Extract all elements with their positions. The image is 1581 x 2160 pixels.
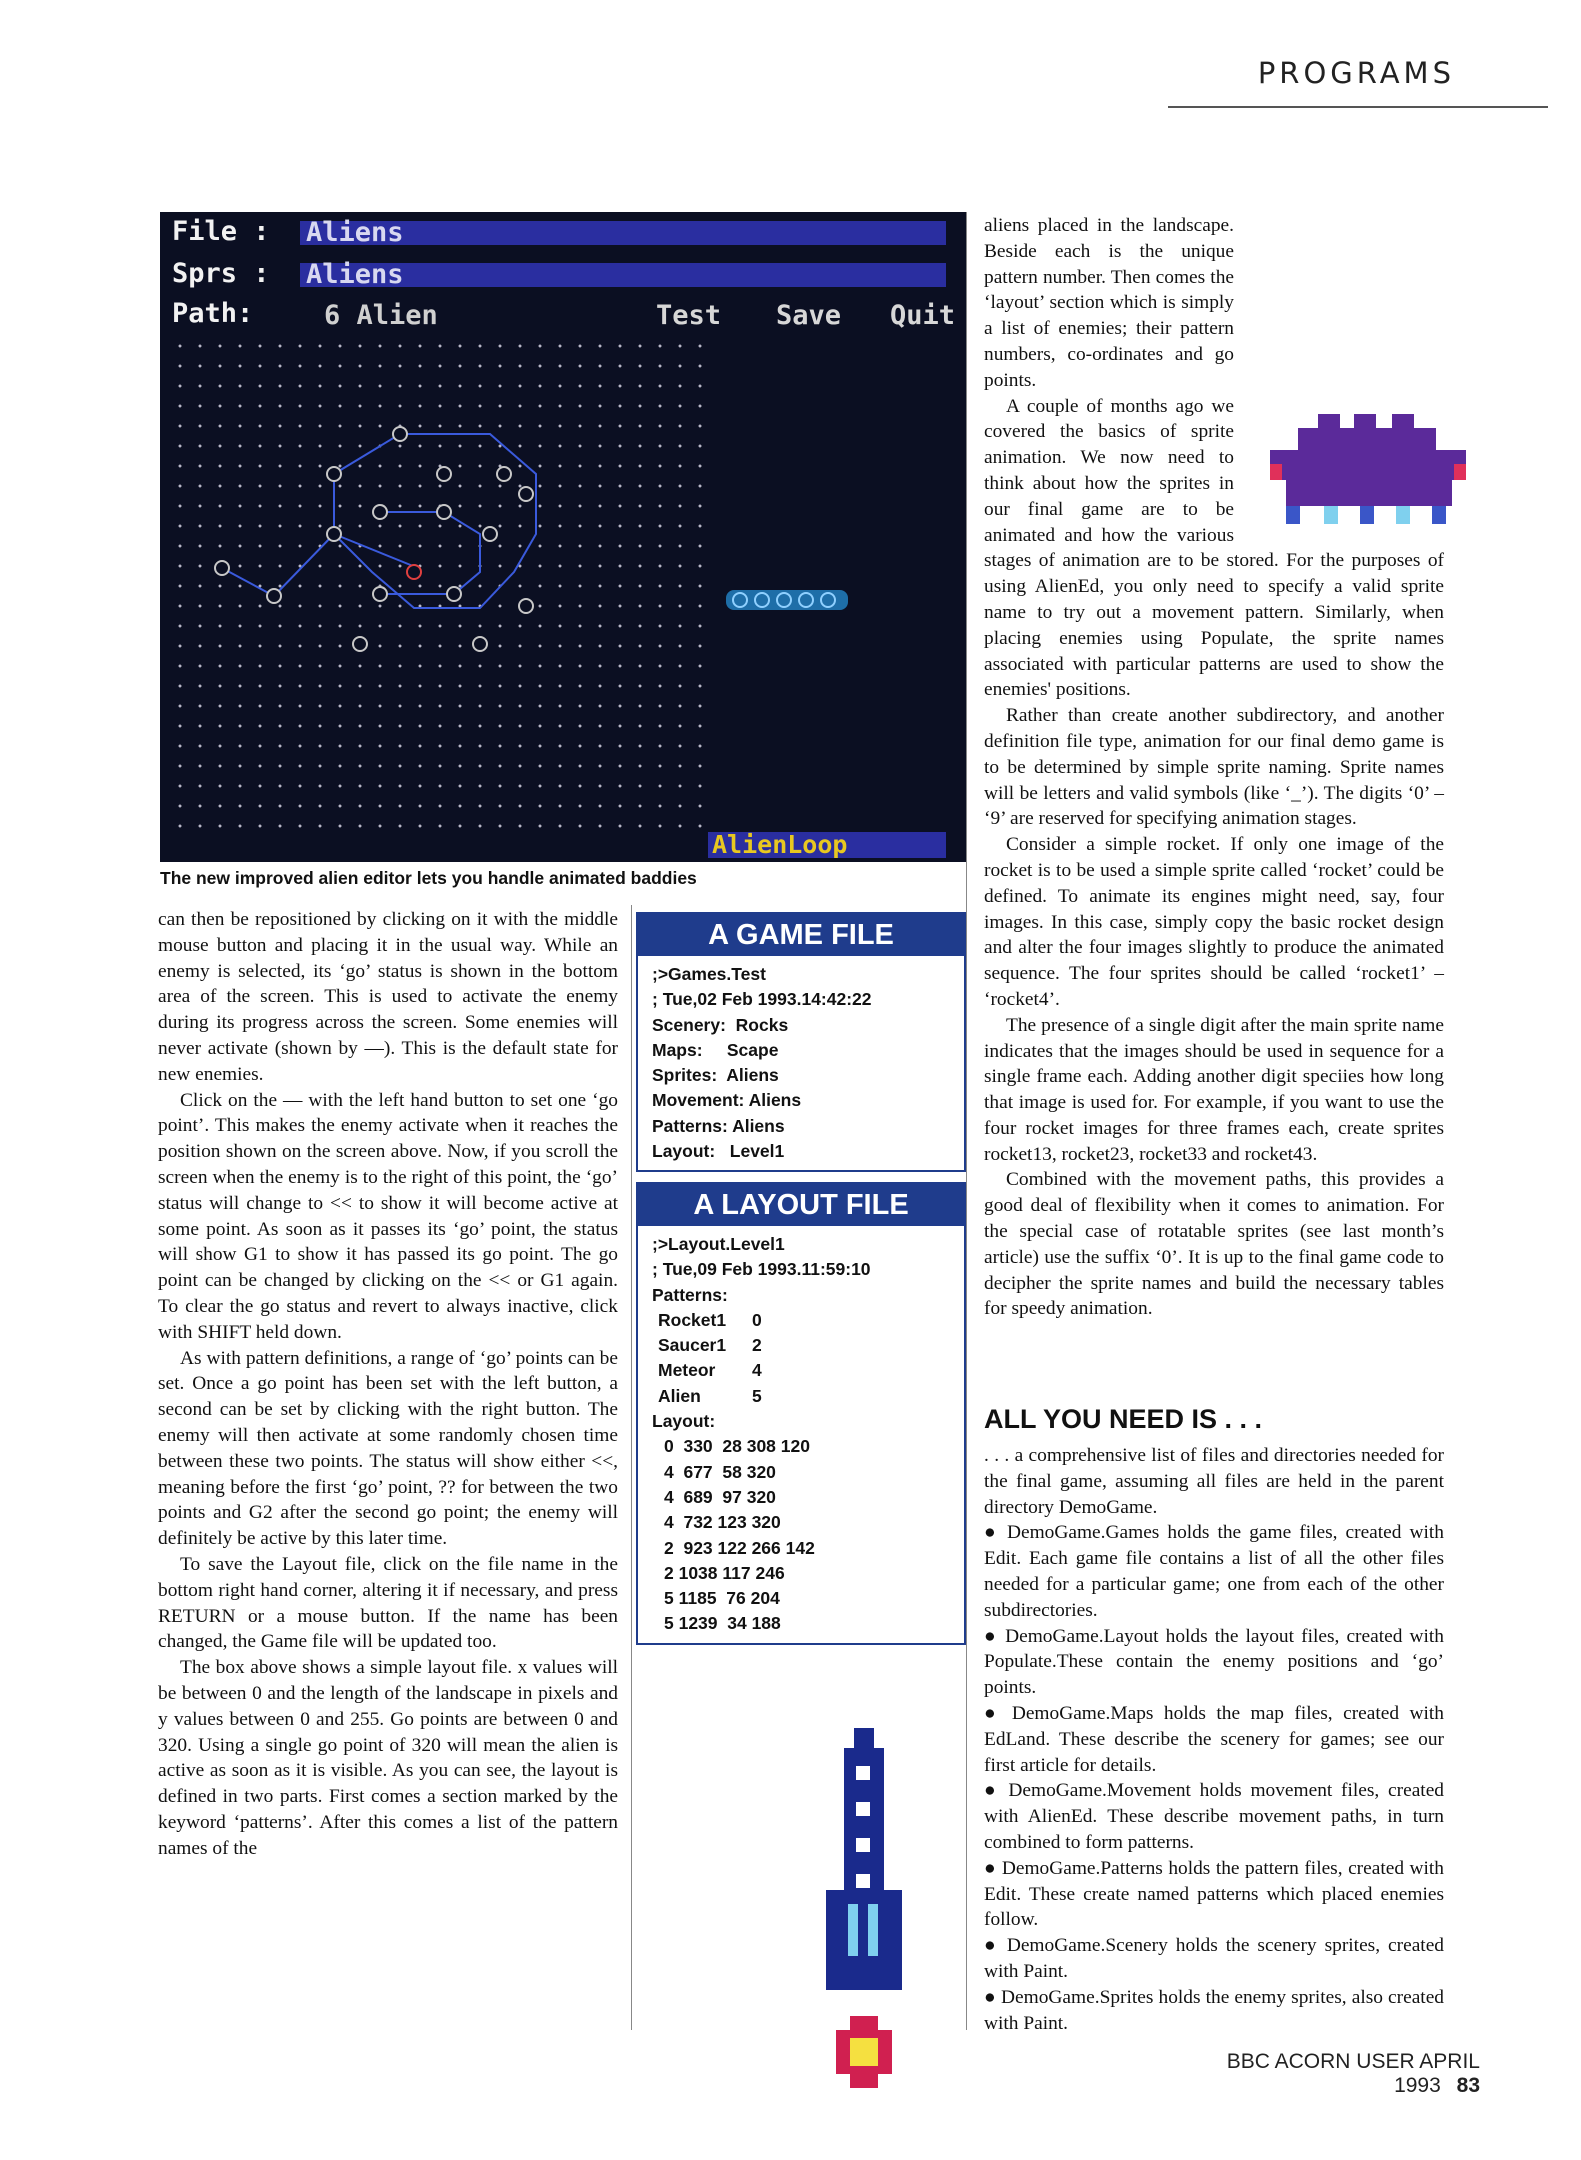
list-item-text: DemoGame.Patterns holds the pattern files, created with Edit. These create named patterns which placed enemies follow. <box>984 1857 1444 1931</box>
alien-invader-sprite <box>1270 414 1485 544</box>
alien-sprite-preview <box>726 590 848 610</box>
paragraph: The presence of a single digit after the main sprite name indicates that the images should be used in sequence for a single frame each. Adding another digit speciies how long that image is used for. For example, if you want to use the four rocket images for three frames each, create sprites rocket13, rocket23, rocket33 and rocket43. <box>984 1014 1444 1165</box>
pattern-row <box>652 1333 950 1358</box>
layout-row: 4 677 58 320 <box>664 1461 776 1482</box>
list-item: ● DemoGame.Scenery holds the scenery sprites, created with Paint. <box>984 1935 1445 1982</box>
game-file-box-title: A GAME FILE <box>638 914 964 956</box>
menu-quit: Quit <box>890 300 956 331</box>
layout-file-line: Patterns: <box>652 1284 728 1305</box>
alien-editor-screenshot <box>160 212 967 862</box>
list-item-text: DemoGame.Scenery holds the scenery sprites, created with Paint. <box>984 1935 1445 1982</box>
paragraph: aliens placed in the landscape. Beside each is the unique pattern number. Then comes the ‘layout’ section which is simply a list of enemies; their pattern numbers, co-ordinates and go points. <box>984 215 1234 391</box>
paragraph: The box above shows a simple layout file. x values will be between 0 and the length of the landscape in pixels and y values between 0 and 255. Go points are between 0 and 320. Using a single go point of 320 will mean the alien is active as soon as it is visible. As you can see, the layout is defined in two parts. First comes a section marked by the keyword ‘patterns’. After this comes a list of the pattern names of the <box>158 1657 618 1859</box>
file-field: Aliens <box>300 221 946 245</box>
layout-file-line: ;>Layout.Level1 <box>652 1234 785 1254</box>
list-item-text: DemoGame.Maps holds the map files, created with EdLand. These describe the scenery for games; see our first article for details. <box>984 1702 1445 1776</box>
list-item-text: DemoGame.Sprites holds the enemy sprites, also created with Paint. <box>984 1986 1444 2034</box>
game-file-line: Maps: Scape <box>652 1039 779 1060</box>
figure-caption: The new improved alien editor lets you handle animated baddies <box>160 868 697 888</box>
game-file-line: ;>Games.Test <box>652 964 766 984</box>
list-item: ● DemoGame.Games holds the game files, created with Edit. Each game file contains a list of all the other files needed for a particular game; one from each of the other subdirectories. <box>984 1522 1445 1621</box>
left-tail-path <box>222 534 334 596</box>
pattern-name: Rocket1 <box>658 1309 727 1330</box>
pattern-name: Meteor <box>658 1360 716 1381</box>
path-label: Path: <box>172 298 254 329</box>
list-item-text: DemoGame.Movement holds movement files, created with AlienEd. These describe movement paths, in turn combined to form patterns. <box>984 1780 1444 1853</box>
list-item: ● DemoGame.Layout holds the layout files, created with Populate.These contain the enemy positions and ‘go’ points. <box>984 1625 1444 1699</box>
game-file-line: Scenery: Rocks <box>652 1014 789 1035</box>
all-you-need-intro: . . . a comprehensive list of files and directories needed for the final game, assuming all files are held in the parent directory DemoGame. <box>984 1445 1444 1518</box>
page-number: 83 <box>1456 2074 1480 2097</box>
path-lines <box>222 434 536 608</box>
menu-test: Test <box>656 300 722 331</box>
game-file-line: ; Tue,02 Feb 1993.14:42:22 <box>652 989 872 1010</box>
header-rule <box>1168 106 1548 108</box>
publication-name: BBC ACORN USER APRIL 1993 <box>1226 2050 1480 2097</box>
movement-path-diagram <box>160 212 967 862</box>
pattern-number: 4 <box>752 1360 762 1381</box>
layout-file-box <box>636 1182 966 1645</box>
paragraph: To save the Layout file, click on the file name in the bottom right hand corner, altering it if necessary, and press RETURN or a mouse button. If the name has been changed, the Game file will be updated too. <box>158 1553 618 1653</box>
file-label: File : <box>172 216 270 247</box>
all-you-need-heading: ALL YOU NEED IS . . . <box>984 1404 1263 1434</box>
paragraph: As with pattern definitions, a range of ‘go’ points can be set. Once a go point has been set with the left button, a second can be set by clicking with the right button. The enemy will then activate at some randomly chosen time between these two points. The status will show either <<, meaning before the first ‘go’ point, ?? for between the two points and G2 after the second go point; the enemy will definitely be active by this later time. <box>158 1347 618 1550</box>
list-item: ● DemoGame.Patterns holds the pattern files, created with Edit. These create named patterns which placed enemies follow. <box>984 1857 1444 1931</box>
section-label: PROGRAMS <box>1257 56 1455 90</box>
pattern-row <box>652 1384 950 1409</box>
game-file-line: Sprites: Aliens <box>652 1065 779 1086</box>
inner-path <box>380 512 480 594</box>
layout-file-box-title: A LAYOUT FILE <box>638 1184 964 1226</box>
pattern-number: 2 <box>752 1335 762 1356</box>
page-footer <box>1180 2050 1480 2098</box>
paragraph: Click on the — with the left hand button to set one ‘go point’. This makes the enemy activate when it reaches the position shown on the screen above. Now, if you scroll the screen when the enemy is to the right of this point, the ‘go’ status will change to << to show it will become active at some point. As soon as it passes its ‘go’ point, the status will show G1 to show it has passed its go point. The go point can be changed by clicking on the << or G1 again. To clear the go status and revert to always inactive, click with SHIFT held down. <box>158 1089 618 1343</box>
alien-loop-field: AlienLoop <box>708 832 946 858</box>
selected-node <box>407 565 421 579</box>
menu-save: Save <box>776 300 842 331</box>
pattern-name: Saucer1 <box>658 1335 727 1356</box>
paragraph: Rather than create another subdirectory, and another definition file type, animation for our final demo game is to be determined by simple sprite naming. Sprite names will be letters and valid symbols (like ‘_’). The digits ‘0’ – ‘9’ are reserved for specifying animation stages. <box>984 705 1444 830</box>
left-column <box>158 907 618 1861</box>
list-item: ● DemoGame.Sprites holds the enemy sprites, also created with Paint. <box>984 1986 1444 2034</box>
game-file-line: Patterns: Aliens <box>652 1115 785 1136</box>
layout-label: Layout: <box>652 1411 716 1432</box>
pattern-row <box>652 1308 950 1333</box>
right-column <box>984 213 1444 1322</box>
layout-row: 5 1185 76 204 <box>664 1588 780 1609</box>
column-divider-left <box>631 905 632 2030</box>
pattern-row <box>652 1358 950 1383</box>
column-divider-right <box>966 212 967 2030</box>
list-item: ● DemoGame.Movement holds movement files, created with AlienEd. These describe movement paths, in turn combined to form patterns. <box>984 1780 1444 1853</box>
layout-row: 0 330 28 308 120 <box>664 1436 810 1457</box>
sprs-label: Sprs : <box>172 258 270 289</box>
paragraph: Consider a simple rocket. If only one image of the rocket is to be used a simple sprite called ‘rocket’ could be defined. To animate its engines might need, say, four images. In this case, simply copy the basic rocket design and alter the four images slightly to produce the animated sequence. The four sprites should be called ‘rocket1’ – ‘rocket4’. <box>984 834 1444 1010</box>
layout-row: 5 1239 34 188 <box>664 1613 781 1634</box>
sprs-field: Aliens <box>300 263 946 287</box>
layout-row: 2 923 122 266 142 <box>664 1537 815 1558</box>
path-nodes <box>215 427 533 651</box>
game-file-line: Layout: Level1 <box>652 1141 785 1162</box>
paragraph: A couple of months ago we covered the basics of sprite animation. We now need to think about how the sprites in our final game are to be animated and how the various stages of animation are to be stored. For the purposes of using AlienEd, you only need to specify a valid sprite name to try out a movement pattern. Similarly, when placing enemies using Populate, the sprite names associated with particular patterns are used to show the enemies' positions. <box>984 395 1444 701</box>
pattern-name: Alien <box>658 1385 701 1406</box>
path-value: 6 Alien <box>324 300 438 331</box>
pattern-number: 0 <box>752 1309 762 1330</box>
layout-row: 4 689 97 320 <box>664 1486 776 1507</box>
layout-row: 4 732 123 320 <box>664 1512 781 1533</box>
layout-row: 2 1038 117 246 <box>664 1562 785 1583</box>
all-you-need-list <box>984 1443 1444 2036</box>
list-item-text: DemoGame.Games holds the game files, created with Edit. Each game file contains a list of all the other files needed for a particular game; one from each of the other subdirectories. <box>984 1522 1445 1621</box>
game-file-box <box>636 912 966 1172</box>
rocket-sprite-illustration <box>820 1720 920 2120</box>
list-item: ● DemoGame.Maps holds the map files, created with EdLand. These describe the scenery for games; see our first article for details. <box>984 1702 1445 1776</box>
list-item-text: DemoGame.Layout holds the layout files, created with Populate.These contain the enemy positions and ‘go’ points. <box>984 1625 1444 1699</box>
layout-file-line: ; Tue,09 Feb 1993.11:59:10 <box>652 1259 871 1280</box>
layout-file-box-body <box>638 1226 964 1643</box>
game-file-box-body <box>638 956 964 1170</box>
pattern-number: 5 <box>752 1385 762 1406</box>
paragraph: Combined with the movement paths, this provides a good deal of flexibility when it comes to animation. For the special case of rotatable sprites (see last month’s article) use the suffix ‘0’. It is up to the final game code to decipher the sprite names and build the necessary tables for speedy animation. <box>984 1169 1444 1320</box>
game-file-line: Movement: Aliens <box>652 1090 802 1111</box>
outer-path <box>334 434 536 608</box>
paragraph: can then be repositioned by clicking on it with the middle mouse button and placing it in the usual way. While an enemy is selected, its ‘go’ status is shown in the bottom area of the screen. This is used to activate the enemy during its progress across the screen. Some enemies will never activate (shown by —). This is the default state for new enemies. <box>158 909 618 1085</box>
